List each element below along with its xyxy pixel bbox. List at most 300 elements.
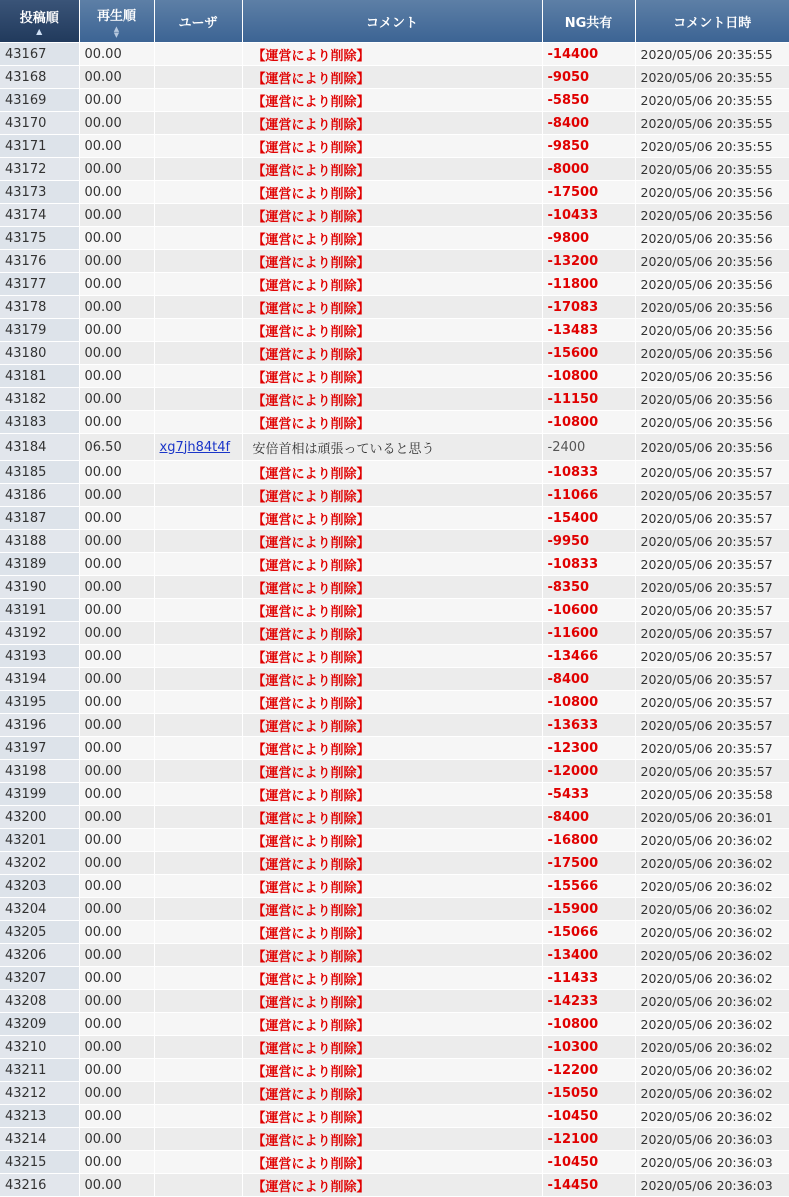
table-row[interactable] [0,599,789,622]
cell-comment-date: 2020/05/06 20:36:02 [635,1036,789,1059]
table-header-row [0,0,789,43]
cell-playback-time: 00.00 [79,668,154,691]
table-row[interactable] [0,714,789,737]
cell-user [154,829,242,852]
table-row[interactable] [0,760,789,783]
cell-comment-date: 2020/05/06 20:35:58 [635,783,789,806]
column-header-comment[interactable] [242,0,542,43]
cell-playback-time: 00.00 [79,829,154,852]
table-row[interactable] [0,365,789,388]
cell-ng-share: -10800 [542,1013,635,1036]
cell-ng-share: -17083 [542,296,635,319]
column-header-user-label: ユーザ [178,15,218,31]
cell-comment-date: 2020/05/06 20:36:03 [635,1128,789,1151]
cell-user [154,181,242,204]
cell-playback-time: 00.00 [79,461,154,484]
cell-comment-date: 2020/05/06 20:35:55 [635,112,789,135]
cell-ng-share: -13483 [542,319,635,342]
cell-comment: 【運営により削除】 [242,553,542,576]
table-row[interactable] [0,668,789,691]
cell-user [154,273,242,296]
cell-comment-date: 2020/05/06 20:36:02 [635,898,789,921]
cell-user [154,461,242,484]
table-row[interactable] [0,388,789,411]
table-row[interactable] [0,1105,789,1128]
cell-comment-date: 2020/05/06 20:35:57 [635,484,789,507]
cell-playback-time: 00.00 [79,760,154,783]
cell-user [154,990,242,1013]
cell-ng-share: -12200 [542,1059,635,1082]
cell-comment-date: 2020/05/06 20:36:02 [635,944,789,967]
sort-both-icon: ▲ ▼ [113,24,120,39]
cell-comment-date: 2020/05/06 20:35:56 [635,411,789,434]
cell-comment: 【運営により削除】 [242,411,542,434]
cell-comment: 【運営により削除】 [242,1174,542,1197]
cell-comment-date: 2020/05/06 20:35:57 [635,714,789,737]
cell-user [154,250,242,273]
cell-comment: 【運営により削除】 [242,944,542,967]
cell-playback-time: 00.00 [79,967,154,990]
cell-comment-date: 2020/05/06 20:35:56 [635,434,789,461]
cell-ng-share: -17500 [542,852,635,875]
table-row[interactable] [0,158,789,181]
cell-user [154,319,242,342]
table-row[interactable] [0,967,789,990]
cell-post-order: 43187 [0,507,79,530]
column-header-comment-label: コメント [365,15,418,31]
cell-user [154,783,242,806]
cell-ng-share: -8400 [542,112,635,135]
cell-comment: 【運営により削除】 [242,921,542,944]
cell-comment: 【運営により削除】 [242,342,542,365]
table-row[interactable] [0,806,789,829]
table-row[interactable] [0,319,789,342]
cell-ng-share: -12300 [542,737,635,760]
cell-post-order: 43210 [0,1036,79,1059]
cell-playback-time: 00.00 [79,622,154,645]
cell-comment: 【運営により削除】 [242,181,542,204]
cell-user [154,921,242,944]
cell-playback-time: 00.00 [79,319,154,342]
cell-post-order: 43185 [0,461,79,484]
cell-comment: 【運営により削除】 [242,250,542,273]
cell-playback-time: 00.00 [79,921,154,944]
table-row[interactable] [0,507,789,530]
cell-comment: 【運営により削除】 [242,89,542,112]
table-row[interactable] [0,1082,789,1105]
cell-ng-share: -15400 [542,507,635,530]
cell-playback-time: 00.00 [79,875,154,898]
cell-ng-share: -10833 [542,461,635,484]
cell-post-order: 43213 [0,1105,79,1128]
cell-user [154,1059,242,1082]
column-header-post-order-label: 投稿順 [19,10,59,26]
column-header-comment-date[interactable] [635,0,789,43]
cell-comment: 【運営により削除】 [242,296,542,319]
cell-comment-date: 2020/05/06 20:35:56 [635,319,789,342]
cell-post-order: 43177 [0,273,79,296]
cell-user [154,66,242,89]
cell-user [154,760,242,783]
cell-comment-date: 2020/05/06 20:35:55 [635,89,789,112]
cell-ng-share: -15066 [542,921,635,944]
cell-ng-share: -13466 [542,645,635,668]
cell-post-order: 43169 [0,89,79,112]
cell-comment-date: 2020/05/06 20:35:57 [635,691,789,714]
cell-user [154,388,242,411]
cell-playback-time: 00.00 [79,898,154,921]
table-row[interactable] [0,66,789,89]
cell-playback-time: 00.00 [79,806,154,829]
table-row[interactable] [0,944,789,967]
cell-post-order: 43209 [0,1013,79,1036]
table-row[interactable] [0,112,789,135]
cell-post-order: 43176 [0,250,79,273]
table-row[interactable] [0,89,789,112]
cell-comment-date: 2020/05/06 20:36:02 [635,967,789,990]
cell-comment-date: 2020/05/06 20:36:02 [635,852,789,875]
cell-comment-date: 2020/05/06 20:35:56 [635,204,789,227]
table-row[interactable] [0,990,789,1013]
cell-comment-date: 2020/05/06 20:35:56 [635,227,789,250]
cell-comment-date: 2020/05/06 20:35:57 [635,622,789,645]
cell-ng-share: -5433 [542,783,635,806]
cell-playback-time: 00.00 [79,990,154,1013]
table-row[interactable] [0,1059,789,1082]
cell-comment-date: 2020/05/06 20:36:02 [635,990,789,1013]
table-row[interactable] [0,1013,789,1036]
cell-ng-share: -13633 [542,714,635,737]
cell-user [154,622,242,645]
table-row[interactable] [0,135,789,158]
column-header-comment-date-label: コメント日時 [673,15,752,31]
cell-ng-share: -5850 [542,89,635,112]
cell-comment-date: 2020/05/06 20:36:02 [635,1105,789,1128]
cell-comment-date: 2020/05/06 20:36:03 [635,1151,789,1174]
cell-post-order: 43211 [0,1059,79,1082]
cell-playback-time: 00.00 [79,1059,154,1082]
cell-playback-time: 00.00 [79,43,154,66]
table-body [0,43,789,1197]
cell-playback-time: 00.00 [79,342,154,365]
table-row[interactable] [0,875,789,898]
cell-post-order: 43207 [0,967,79,990]
table-row[interactable] [0,273,789,296]
cell-playback-time: 00.00 [79,158,154,181]
cell-post-order: 43198 [0,760,79,783]
cell-playback-time: 00.00 [79,530,154,553]
cell-post-order: 43205 [0,921,79,944]
cell-user [154,1082,242,1105]
cell-comment: 【運営により削除】 [242,668,542,691]
cell-user [154,1174,242,1197]
sort-ascending-icon: ▲ [36,26,43,36]
cell-playback-time: 00.00 [79,388,154,411]
cell-post-order: 43186 [0,484,79,507]
cell-ng-share: -17500 [542,181,635,204]
cell-user [154,668,242,691]
cell-comment: 【運営により削除】 [242,1082,542,1105]
cell-comment: 【運営により削除】 [242,507,542,530]
cell-comment-date: 2020/05/06 20:35:55 [635,158,789,181]
cell-comment: 【運営により削除】 [242,760,542,783]
cell-ng-share: -11150 [542,388,635,411]
cell-post-order: 43170 [0,112,79,135]
cell-playback-time: 00.00 [79,1013,154,1036]
cell-comment-date: 2020/05/06 20:35:56 [635,342,789,365]
table-row[interactable] [0,434,789,461]
cell-playback-time: 00.00 [79,714,154,737]
cell-post-order: 43202 [0,852,79,875]
table-row[interactable] [0,1128,789,1151]
cell-comment-date: 2020/05/06 20:35:55 [635,66,789,89]
cell-post-order: 43191 [0,599,79,622]
table-row[interactable] [0,43,789,66]
cell-post-order: 43204 [0,898,79,921]
cell-ng-share: -10833 [542,553,635,576]
table-row[interactable] [0,484,789,507]
cell-comment: 【運営により削除】 [242,990,542,1013]
cell-user [154,484,242,507]
cell-comment: 【運営により削除】 [242,1128,542,1151]
cell-post-order: 43201 [0,829,79,852]
table-row[interactable] [0,204,789,227]
cell-user [154,204,242,227]
cell-post-order: 43193 [0,645,79,668]
table-row[interactable] [0,181,789,204]
cell-comment-date: 2020/05/06 20:35:56 [635,250,789,273]
table-row[interactable] [0,783,789,806]
cell-ng-share: -9950 [542,530,635,553]
cell-user [154,691,242,714]
column-header-ng-share[interactable] [542,0,635,43]
cell-comment-date: 2020/05/06 20:35:57 [635,461,789,484]
cell-ng-share: -9850 [542,135,635,158]
cell-playback-time: 00.00 [79,204,154,227]
table-row[interactable] [0,898,789,921]
table-row[interactable] [0,921,789,944]
cell-user [154,875,242,898]
cell-user [154,645,242,668]
cell-comment: 【運営により削除】 [242,1151,542,1174]
cell-comment-date: 2020/05/06 20:36:02 [635,875,789,898]
cell-ng-share: -2400 [542,434,635,461]
cell-user [154,112,242,135]
cell-playback-time: 00.00 [79,66,154,89]
cell-user [154,227,242,250]
cell-comment: 【運営により削除】 [242,875,542,898]
cell-comment: 【運営により削除】 [242,66,542,89]
cell-user [154,530,242,553]
cell-ng-share: -12000 [542,760,635,783]
cell-playback-time: 00.00 [79,112,154,135]
cell-playback-time: 00.00 [79,1036,154,1059]
cell-playback-time: 00.00 [79,691,154,714]
cell-comment: 【運営により削除】 [242,484,542,507]
cell-ng-share: -15050 [542,1082,635,1105]
cell-playback-time: 00.00 [79,411,154,434]
cell-playback-time: 00.00 [79,944,154,967]
cell-comment: 【運営により削除】 [242,530,542,553]
cell-ng-share: -14400 [542,43,635,66]
cell-user [154,507,242,530]
cell-ng-share: -10600 [542,599,635,622]
cell-comment: 【運営により削除】 [242,622,542,645]
cell-post-order: 43214 [0,1128,79,1151]
table-row[interactable] [0,227,789,250]
column-header-post-order[interactable] [0,0,79,43]
cell-ng-share: -8000 [542,158,635,181]
cell-ng-share: -10800 [542,365,635,388]
table-row[interactable] [0,645,789,668]
user-link[interactable]: xg7jh84t4f [159,439,231,455]
cell-playback-time: 00.00 [79,645,154,668]
cell-ng-share: -10450 [542,1151,635,1174]
cell-post-order: 43212 [0,1082,79,1105]
cell-user [154,967,242,990]
cell-user [154,944,242,967]
cell-ng-share: -9800 [542,227,635,250]
cell-playback-time: 00.00 [79,250,154,273]
cell-comment: 【運営により削除】 [242,1059,542,1082]
cell-comment: 【運営により削除】 [242,783,542,806]
cell-user [154,1128,242,1151]
cell-playback-time: 00.00 [79,553,154,576]
table-row[interactable] [0,1174,789,1197]
cell-ng-share: -15600 [542,342,635,365]
cell-playback-time: 00.00 [79,737,154,760]
cell-comment: 【運営により削除】 [242,714,542,737]
cell-ng-share: -12100 [542,1128,635,1151]
table-row[interactable] [0,576,789,599]
cell-comment-date: 2020/05/06 20:36:02 [635,921,789,944]
cell-comment-date: 2020/05/06 20:35:57 [635,507,789,530]
cell-comment-date: 2020/05/06 20:36:03 [635,1174,789,1197]
cell-comment: 【運営により削除】 [242,967,542,990]
cell-post-order: 43175 [0,227,79,250]
table-row[interactable] [0,553,789,576]
cell-playback-time: 00.00 [79,1174,154,1197]
cell-ng-share: -15900 [542,898,635,921]
cell-ng-share: -10800 [542,411,635,434]
table-row[interactable] [0,250,789,273]
cell-ng-share: -8400 [542,806,635,829]
cell-ng-share: -14233 [542,990,635,1013]
cell-comment: 【運営により削除】 [242,227,542,250]
cell-post-order: 43196 [0,714,79,737]
cell-post-order: 43206 [0,944,79,967]
cell-post-order: 43182 [0,388,79,411]
cell-ng-share: -10450 [542,1105,635,1128]
cell-comment-date: 2020/05/06 20:35:55 [635,135,789,158]
table-row[interactable] [0,852,789,875]
cell-user [154,135,242,158]
cell-comment: 【運営により削除】 [242,365,542,388]
cell-user [154,714,242,737]
table-row[interactable] [0,691,789,714]
cell-comment: 【運営により削除】 [242,1105,542,1128]
cell-post-order: 43199 [0,783,79,806]
cell-post-order: 43200 [0,806,79,829]
cell-comment: 【運営により削除】 [242,388,542,411]
cell-playback-time: 00.00 [79,1128,154,1151]
cell-post-order: 43174 [0,204,79,227]
table-row[interactable] [0,737,789,760]
column-header-playback-order[interactable] [79,0,154,43]
cell-comment: 【運営により削除】 [242,461,542,484]
cell-user [154,89,242,112]
cell-user [154,1105,242,1128]
cell-user [154,737,242,760]
table-row[interactable] [0,461,789,484]
cell-comment-date: 2020/05/06 20:35:56 [635,273,789,296]
table-row[interactable] [0,411,789,434]
cell-playback-time: 06.50 [79,434,154,461]
cell-post-order: 43179 [0,319,79,342]
column-header-user[interactable] [154,0,242,43]
table-row[interactable] [0,296,789,319]
cell-comment-date: 2020/05/06 20:35:55 [635,43,789,66]
table-row[interactable] [0,1036,789,1059]
cell-user [154,576,242,599]
cell-user [154,365,242,388]
table-row[interactable] [0,1151,789,1174]
cell-comment: 安倍首相は頑張っていると思う [242,434,542,461]
table-row[interactable] [0,622,789,645]
cell-post-order: 43173 [0,181,79,204]
cell-ng-share: -10433 [542,204,635,227]
cell-user [154,342,242,365]
cell-ng-share: -13200 [542,250,635,273]
cell-comment-date: 2020/05/06 20:35:57 [635,576,789,599]
cell-comment-date: 2020/05/06 20:36:02 [635,1059,789,1082]
cell-playback-time: 00.00 [79,181,154,204]
cell-comment: 【運営により削除】 [242,599,542,622]
cell-comment: 【運営により削除】 [242,691,542,714]
cell-comment: 【運営により削除】 [242,319,542,342]
cell-comment: 【運営により削除】 [242,645,542,668]
cell-post-order: 43197 [0,737,79,760]
cell-user [154,553,242,576]
cell-comment-date: 2020/05/06 20:35:56 [635,365,789,388]
cell-playback-time: 00.00 [79,296,154,319]
cell-comment-date: 2020/05/06 20:35:56 [635,181,789,204]
cell-playback-time: 00.00 [79,89,154,112]
table-row[interactable] [0,342,789,365]
cell-comment: 【運営により削除】 [242,829,542,852]
cell-playback-time: 00.00 [79,783,154,806]
cell-user [154,434,242,461]
cell-user [154,1036,242,1059]
cell-ng-share: -9050 [542,66,635,89]
cell-playback-time: 00.00 [79,135,154,158]
cell-ng-share: -8400 [542,668,635,691]
cell-post-order: 43208 [0,990,79,1013]
cell-comment: 【運営により削除】 [242,204,542,227]
cell-ng-share: -11600 [542,622,635,645]
cell-playback-time: 00.00 [79,1105,154,1128]
cell-user [154,158,242,181]
table-row[interactable] [0,530,789,553]
cell-ng-share: -16800 [542,829,635,852]
cell-playback-time: 00.00 [79,1151,154,1174]
cell-comment-date: 2020/05/06 20:35:57 [635,737,789,760]
cell-ng-share: -11066 [542,484,635,507]
column-header-ng-share-label: NG共有 [564,15,613,31]
cell-user [154,43,242,66]
cell-post-order: 43171 [0,135,79,158]
table-row[interactable] [0,829,789,852]
